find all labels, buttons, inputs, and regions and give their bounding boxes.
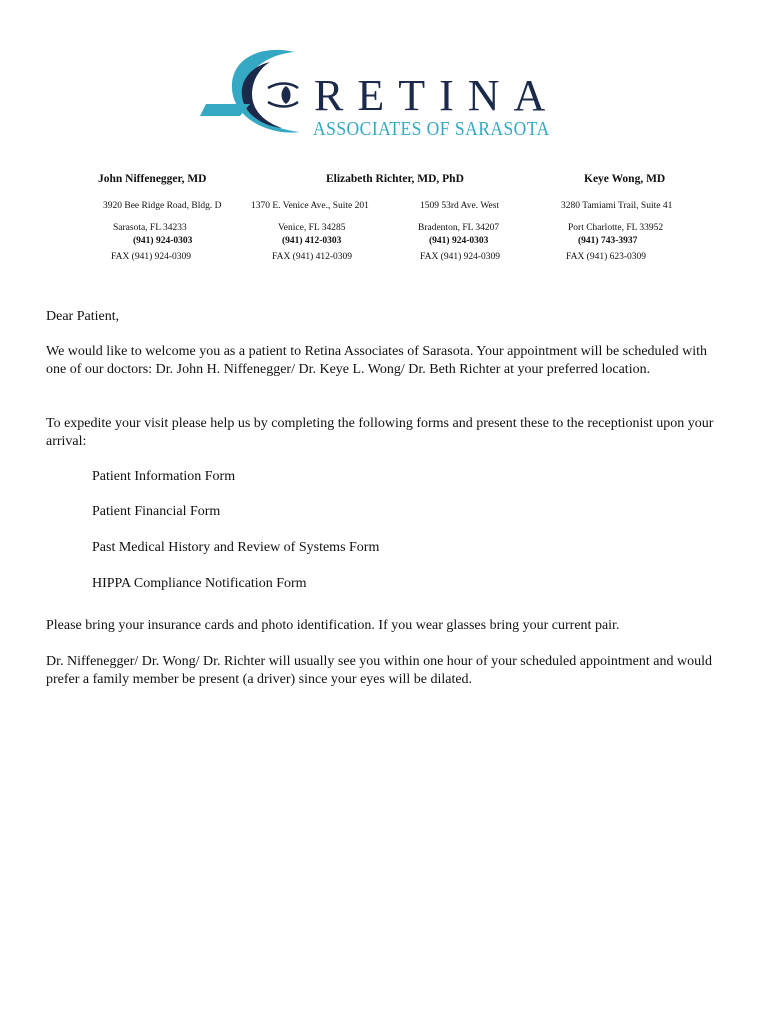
form-list-item: HIPPA Compliance Notification Form <box>92 576 307 591</box>
form-list-item: Patient Financial Form <box>92 504 221 519</box>
office-city: Venice, FL 34285 <box>278 223 346 233</box>
salutation: Dear Patient, <box>46 309 120 324</box>
office-street: 3920 Bee Ridge Road, Bldg. D <box>103 201 222 211</box>
practice-logo <box>200 44 570 144</box>
appointment-note-paragraph: Dr. Niffenegger/ Dr. Wong/ Dr. Richter will usually see you within one hour of your scheduled appointment and would prefer a family member be present (a driver) since your eyes will be dilated. <box>46 654 712 687</box>
office-fax: FAX (941) 924-0309 <box>420 252 501 262</box>
office-city: Sarasota, FL 34233 <box>113 223 187 233</box>
doctor-name: Keye Wong, MD <box>584 173 666 185</box>
form-list-item: Patient Information Form <box>92 469 236 484</box>
logo-subtitle: ASSOCIATES OF SARASOTA <box>313 119 550 140</box>
form-list-item: Past Medical History and Review of Systems Form <box>92 540 380 555</box>
doctor-name: Elizabeth Richter, MD, PhD <box>326 173 464 185</box>
welcome-paragraph: We would like to welcome you as a patient to Retina Associates of Sarasota. Your appointment will be scheduled with one of our doctors: Dr. John H. Niffenegger/ Dr. Keye L. Wong/ Dr. Beth Richter at your preferred location. <box>46 344 708 377</box>
office-street: 1370 E. Venice Ave., Suite 201 <box>251 201 369 211</box>
office-phone: (941) 924-0303 <box>429 236 489 246</box>
office-street: 1509 53rd Ave. West <box>420 201 500 211</box>
office-fax: FAX (941) 623-0309 <box>566 252 647 262</box>
office-phone: (941) 743-3937 <box>578 236 638 246</box>
office-city: Bradenton, FL 34207 <box>418 223 500 233</box>
office-phone: (941) 924-0303 <box>133 236 193 246</box>
logo-wordmark: RETINA <box>314 71 560 120</box>
bring-items-paragraph: Please bring your insurance cards and photo identification. If you wear glasses bring your current pair. <box>46 618 620 633</box>
office-phone: (941) 412-0303 <box>282 236 342 246</box>
office-fax: FAX (941) 924-0309 <box>111 252 192 262</box>
instructions-paragraph: To expedite your visit please help us by completing the following forms and present these to the receptionist upon your arrival: <box>46 416 714 449</box>
doctor-name: John Niffenegger, MD <box>98 173 207 185</box>
eye-logo-icon <box>200 44 320 144</box>
office-street: 3280 Tamiami Trail, Suite 41 <box>561 201 673 211</box>
office-fax: FAX (941) 412-0309 <box>272 252 353 262</box>
office-city: Port Charlotte, FL 33952 <box>568 223 664 233</box>
